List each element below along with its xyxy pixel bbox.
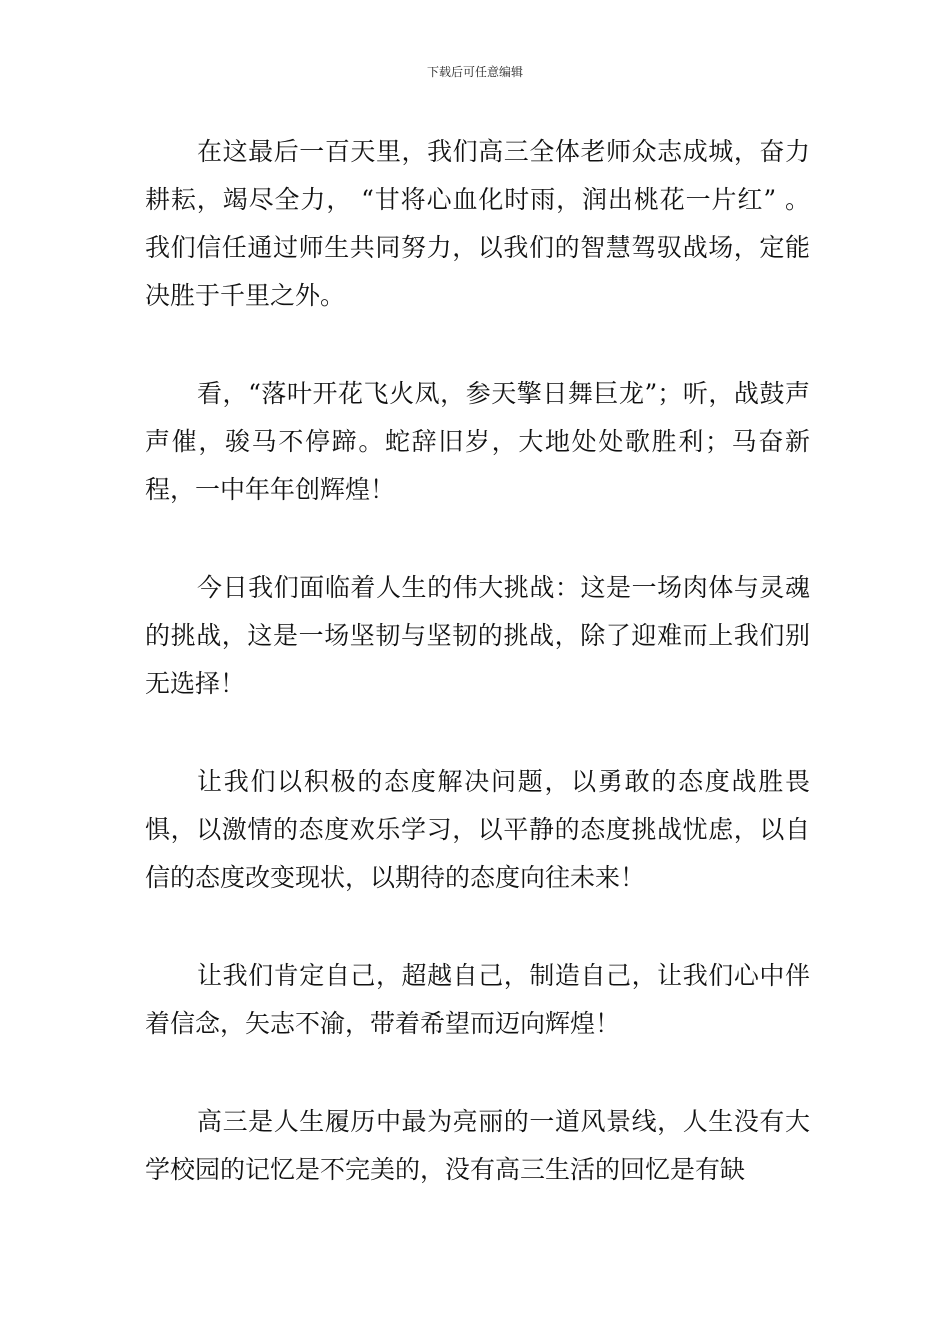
paragraph: 在这最后一百天里，我们高三全体老师众志成城，奋力耕耘，竭尽全力， “甘将心血化时雨，润出桃花一片红” 。我们信任通过师生共同努力，以我们的智慧驾驭战场，定能决胜于千里之外。 bbox=[145, 137, 810, 310]
paragraph: 今日我们面临着人生的伟大挑战：这是一场肉体与灵魂的挑战，这是一场坚韧与坚韧的挑战，除了迎难而上我们别无选择！ bbox=[145, 573, 810, 698]
header-note: 下载后可任意编辑 bbox=[426, 65, 523, 79]
paragraph: 让我们以积极的态度解决问题，以勇敢的态度战胜畏惧，以激情的态度欢乐学习，以平静的态度挑战忧虑，以自信的态度改变现状，以期待的态度向往未来！ bbox=[145, 767, 810, 892]
paragraph: 高三是人生履历中最为亮丽的一道风景线，人生没有大学校园的记忆是不完美的，没有高三生活的回忆是有缺 bbox=[145, 1107, 810, 1184]
paragraph: 让我们肯定自己，超越自己，制造自己，让我们心中伴着信念，矢志不渝，带着希望而迈向辉煌！ bbox=[145, 961, 810, 1038]
document-body bbox=[145, 128, 810, 1244]
paragraph: 看，“落叶开花飞火凤，参天擎日舞巨龙”；听，战鼓声声催，骏马不停蹄。蛇辞旧岁，大地处处歌胜利；马奋新程，一中年年创辉煌！ bbox=[145, 379, 810, 504]
